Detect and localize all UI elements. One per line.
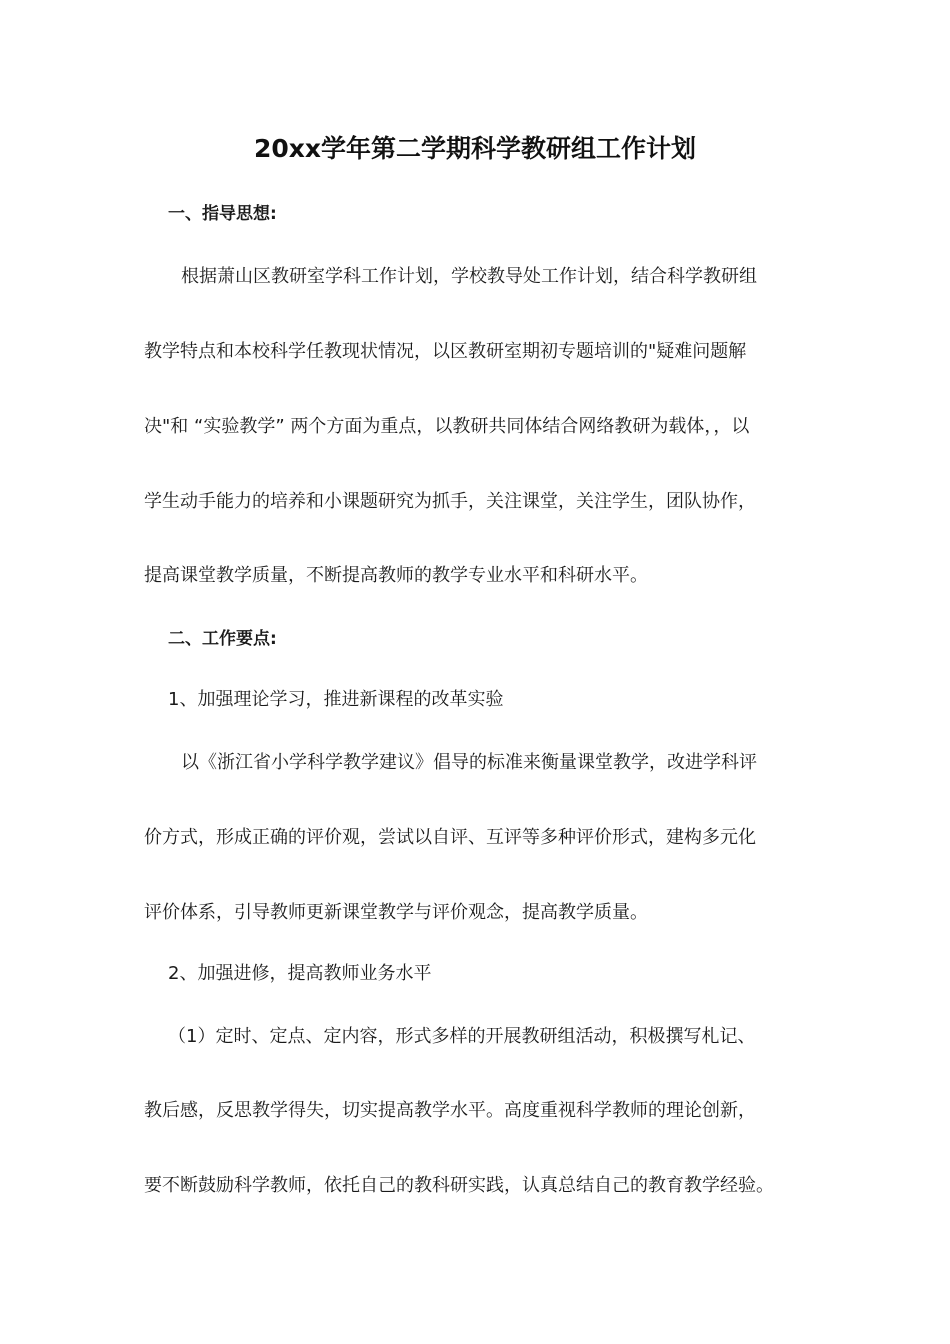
paragraph-line: 决"和 “实验教学” 两个方面为重点，以教研共同体结合网络教研为载体，，以 [144, 416, 750, 437]
paragraph-line: 提高课堂教学质量，不断提高教师的教学专业水平和科研水平。 [144, 565, 648, 586]
paragraph-line: 以《浙江省小学科学教学建议》倡导的标准来衡量课堂教学，改进学科评 [181, 752, 757, 773]
paragraph-line: 价方式，形成正确的评价观，尝试以自评、互评等多种评价形式，建构多元化 [144, 827, 756, 848]
paragraph-line: 要不断鼓励科学教师，依托自己的教科研实践，认真总结自己的教育教学经验。 [144, 1175, 774, 1196]
paragraph-line: 教学特点和本校科学任教现状情况，以区教研室期初专题培训的"疑难问题解 [144, 341, 747, 362]
paragraph-line: 根据萧山区教研室学科工作计划，学校教导处工作计划，结合科学教研组 [181, 266, 757, 287]
subsection-title: 2、加强进修，提高教师业务水平 [168, 963, 432, 984]
document-title: 20xx学年第二学期科学教研组工作计划 [253, 134, 697, 163]
paragraph-line: 教后感，反思教学得失，切实提高教学水平。高度重视科学教师的理论创新， [144, 1100, 756, 1121]
section-heading-work-points: 二、工作要点: [168, 629, 277, 649]
paragraph-line: 学生动手能力的培养和小课题研究为抓手，关注课堂，关注学生，团队协作， [144, 491, 756, 512]
paragraph-line: （1）定时、定点、定内容，形式多样的开展教研组活动，积极撰写札记、 [168, 1026, 756, 1047]
section-heading-guiding-thought: 一、指导思想: [168, 204, 277, 224]
subsection-title: 1、加强理论学习，推进新课程的改革实验 [168, 689, 504, 710]
paragraph-line: 评价体系，引导教师更新课堂教学与评价观念，提高教学质量。 [144, 902, 648, 923]
